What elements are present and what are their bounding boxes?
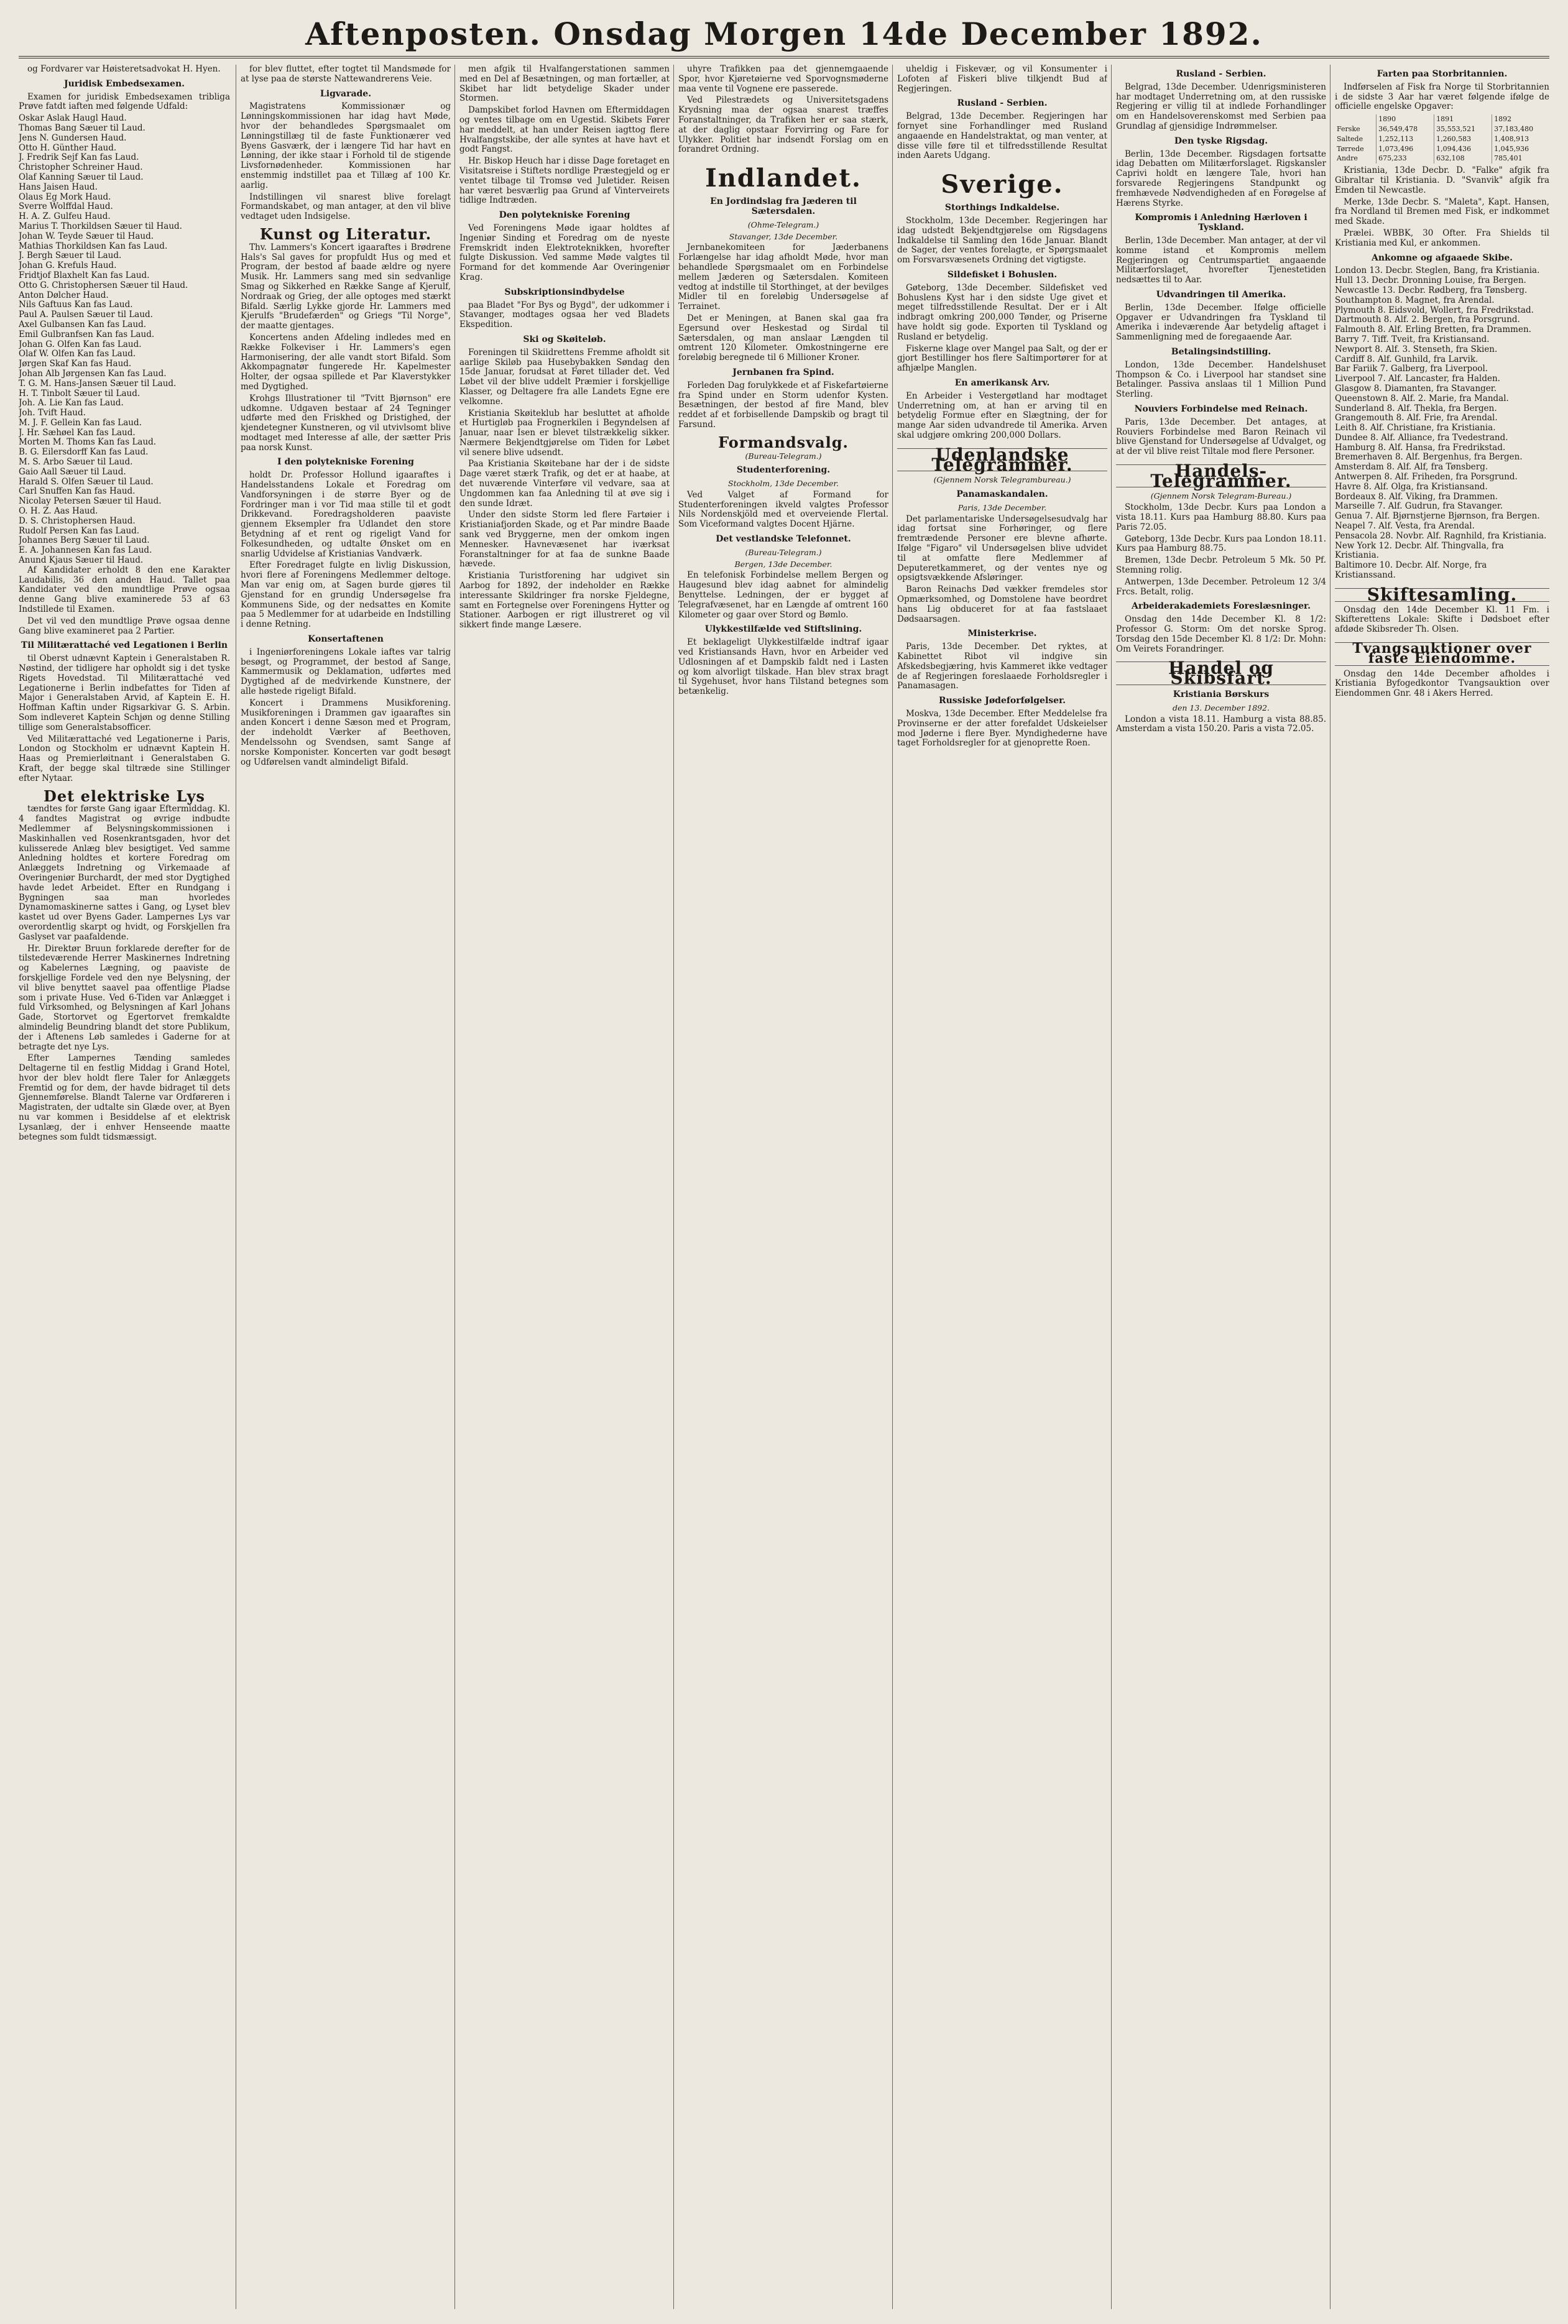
- table-cell: Saltede: [1337, 134, 1363, 143]
- list-item: H. T. Tinbolt Sæuer til Laud.: [19, 388, 141, 399]
- section-heading: Ligvarade.: [320, 88, 372, 99]
- list-item: O. H. Z. Aas Haud.: [19, 506, 98, 517]
- article-text: og Fordvarer var Høisteretsadvokat H. Hyen.: [27, 65, 221, 74]
- article-text: i Ingeniørforeningens Lokale iaftes var talrig besøgt, og Programmet, der bestod af Sange, Kammermusik og Deklamation, udførtes med Dygtighed af de medvirkende Kunstnere, der alle høstede rigeligt Bifald.: [241, 647, 451, 697]
- list-item: Dartmouth 8. Alf. 2. Bergen, fra Porsgrund.: [1335, 315, 1520, 325]
- list-item: J. Fredrik Sejf Kan fas Laud.: [19, 152, 139, 163]
- dateline: Stockholm, 13de December.: [728, 479, 839, 489]
- table-cell: 1,045,936: [1492, 144, 1549, 154]
- list-item: Axel Gulbansen Kan fas Laud.: [19, 319, 147, 330]
- article-text: Magistratens Kommissionær og Lønningskommissionen har idag havt Møde, hvor der behandledes Spørgsmaalet om Lønningstillæg til de faste Funktionærer ved Byens Gasværk, der i længere Tid har havt en Lønning, der ikke staar i Forhold til de stigende Livsfornødenheder. Kommissionen har enstemmig indstillet paa et Tillæg af 100 Kr. aarlig.: [241, 101, 451, 190]
- fish-import-table: [1335, 114, 1549, 164]
- article-text: Belgrad, 13de December. Regjeringen har fornyet sine Forhandlinger med Rusland angaaende en Handelstraktat, og man venter, at disse ville føre til et tilfredsstillende Resultat inden Aarets Udgang.: [897, 111, 1107, 161]
- article-text: Onsdag den 14de December afholdes i Kristiania Byfogedkontor Tvangsauktion over Eiendommen Gnr. 48 i Akers Herred.: [1335, 668, 1549, 699]
- list-item: New York 12. Decbr. Alf. Thingvalla, fra Kristiania.: [1335, 540, 1504, 561]
- article-text: Belgrad, 13de December. Udenrigsministeren har modtaget Underretning om, at den russiske Regjering er villig til at indlede Forhandlinger om en Handelsoverenskomst med Serbien paa Grundlag af gjensidige Indrømmelser.: [1116, 81, 1326, 131]
- section-heading: Betalingsindstilling.: [1171, 346, 1271, 357]
- table-cell: 1,073,496: [1377, 144, 1434, 154]
- list-item: Johannes Berg Sæuer til Laud.: [19, 535, 150, 546]
- article-text: Thv. Lammers's Koncert igaaraftes i Brødrene Hals's Sal gaves for propfuldt Hus og med et Program, der bestod af baade ældre og nyere Musik. Hr. Lammers sang med sin sedvanlige Smag og Sikkerhed en Række Sange af Kjerulf, Nordraak og Grieg, der alle optoges med stærkt Bifald. Særlig Lykke gjorde Hr. Lammers med Kjerulfs "Brudefærden" og Griegs "Til Norge", der maatte gjentages.: [241, 242, 451, 331]
- column-4: [678, 65, 888, 2309]
- article-text: Hr. Biskop Heuch har i disse Dage foretaget en Visitatsreise i Stiftets nordlige Præstegjeld og er ventet tilbage til Tromsø ved Juletider. Reisen har været besværlig paa Grund af Vinterveirets tidlige Indtræden.: [459, 156, 670, 206]
- section-heading: Konsertaftenen: [308, 634, 384, 645]
- list-item: Hull 13. Decbr. Dronning Louise, fra Bergen.: [1335, 275, 1526, 286]
- article-text: En Arbeider i Vestergøtland har modtaget Underretning om, at han er arving til en betydelig Formue efter en Slægtning, der for mange Aar siden udvandrede til Amerika. Arven skal udgjøre omkring 200,000 Dollars.: [897, 390, 1107, 440]
- list-item: Bar Fariik 7. Galberg, fra Liverpool.: [1335, 364, 1488, 374]
- list-item: Falmouth 8. Alf. Erling Bretten, fra Drammen.: [1335, 325, 1531, 335]
- column-5: [897, 65, 1107, 2309]
- section-heading: Ministerkrise.: [967, 629, 1037, 639]
- table-cell: 1,408,913: [1492, 134, 1549, 144]
- subtitle: (Bureau-Telegram.): [745, 547, 822, 557]
- section-heading: Den tyske Rigsdag.: [1174, 136, 1268, 146]
- section-heading: Juridisk Embedsexamen.: [63, 78, 185, 89]
- article-text: En telefonisk Forbindelse mellem Bergen og Haugesund blev idag aabnet for almindelig Benyttelse. Ledningen, der er bygget af Telegrafvæsenet, har en Længde af omtrent 160 Kilometer og gaar over Stord og Bømlo.: [678, 570, 888, 620]
- section-heading: Handel og Skibsfart.: [1116, 662, 1326, 685]
- article-text: Et beklageligt Ulykkestilfælde indtraf igaar ved Kristiansands Havn, hvor en Arbeider ved Udlosningen af et Dampskib faldt ned i Lasten og kom alvorligt tilskade. Han blev strax bragt til Sygehuset, hvor hans Tilstand betegnes som betænkelig.: [678, 637, 888, 697]
- section-heading: Tvangsauktioner over faste Eiendomme.: [1335, 642, 1549, 666]
- article-text: Antwerpen, 13de December. Petroleum 12 3/4 Frcs. Betalt, rolig.: [1116, 576, 1326, 597]
- table-header-row: [1335, 114, 1549, 124]
- dateline: Bergen, 13de December.: [734, 559, 832, 569]
- section-heading: En Jordindslag fra Jæderen til Sætersdalen.: [710, 196, 857, 216]
- list-item: Hamburg 8. Alf. Hansa, fra Fredrikstad.: [1335, 442, 1506, 453]
- list-item: Fridtjof Blaxhelt Kan fas Laud.: [19, 270, 150, 280]
- list-item: Sunderland 8. Alf. Thekla, fra Bergen.: [1335, 403, 1497, 413]
- table-row: [1335, 154, 1549, 164]
- column-3: [459, 65, 670, 2309]
- list-item: Thomas Bang Sæuer til Laud.: [19, 122, 145, 133]
- list-item: Olaf W. Olfen Kan fas Laud.: [19, 349, 136, 359]
- article-text: Indførselen af Fisk fra Norge til Storbritannien i de sidste 3 Aar har været følgende ifølge de officielle engelske Opgaver:: [1335, 81, 1549, 112]
- article-text: til Oberst udnævnt Kaptein i Generalstaben R. Nøstind, der tidligere har opholdt sig i det tyske Rigets Hovedstad. Til Militærattaché ved Legationerne i Berlin indbefattes for Tiden af Major i Generalstaben Arvid, af Kaptein E. H. Hoffman Kaftin under Rigsarkivar G. S. Arbin. Som indleveret Kaptein Schjøn og denne Stilling tillige som Generalstabsofficer.: [19, 653, 230, 732]
- section-heading: Rusland - Serbien.: [957, 98, 1048, 109]
- article-text: Krohgs Illustrationer til "Tvitt Bjørnson" ere udkomne. Udgaven bestaar af 24 Tegninger udførte med den Friskhed og Dristighed, der kjendetegner Kunstneren, og vil utvivlsomt blive modtaget med Interesse af alle, der sætter Pris paa norsk Kunst.: [241, 393, 451, 453]
- article-text: Efter Foredraget fulgte en livlig Diskussion, hvori flere af Foreningens Medlemmer deltoge. Man var enig om, at Sagen burde gjøres til Gjenstand for en grundig Undersøgelse fra Kommunens Side, og der nedsattes en Komite paa 5 Medlemmer for at udarbeide en Indstilling i denne Retning.: [241, 560, 451, 630]
- list-item: Otto G. Christophersen Sæuer til Haud.: [19, 280, 188, 290]
- section-heading: En amerikansk Arv.: [954, 377, 1050, 388]
- article-text: Indstillingen vil snarest blive forelagt Formandskabet, og man antager, at den vil blive vedtaget uden Indsigelse.: [241, 191, 451, 222]
- article-text: Prælei. WBBK, 30 Ofter. Fra Shields til Kristiania med Kul, er ankommen.: [1335, 228, 1549, 248]
- list-item: Rudolf Persen Kan fas Laud.: [19, 525, 140, 536]
- dateline: Stavanger, 13de December.: [729, 231, 838, 241]
- section-heading: Det elektriske Lys: [44, 786, 205, 805]
- list-item: J. Bergh Sæuer til Laud.: [19, 251, 122, 261]
- column-rule: [673, 65, 674, 2309]
- article-text: Gøteborg, 13de Decbr. Kurs paa London 18.11. Kurs paa Hamburg 88.75.: [1116, 533, 1326, 554]
- column-1: [19, 65, 230, 2309]
- article-text: Det vil ved den mundtlige Prøve ogsaa denne Gang blive examineret paa 2 Partier.: [19, 616, 230, 636]
- list-item: Baltimore 10. Decbr. Alf. Norge, fra Kristianssand.: [1335, 560, 1487, 581]
- section-heading: Jernbanen fra Spind.: [732, 367, 834, 377]
- list-item: E. A. Johannesen Kan fas Laud.: [19, 545, 152, 556]
- list-item: Plymouth 8. Eidsvold, Wollert, fra Fredrikstad.: [1335, 305, 1534, 315]
- section-heading: Den polytekniske Forening: [499, 210, 630, 221]
- list-item: Havre 8. Alf. Olga, fra Kristiansand.: [1335, 481, 1488, 492]
- list-item: Dundee 8. Alf. Alliance, fra Tvedestrand.: [1335, 432, 1508, 443]
- article-text: Kristiania Skøiteklub har besluttet at afholde et Hurtigløb paa Frognerkilen i Begyndelsen af Januar, naar Isen er blevet tilstrækkelig sikker. Nærmere Bekjendtgjørelse om Tiden for Løbet vil senere blive udsendt.: [459, 408, 670, 458]
- table-cell: 632,108: [1434, 154, 1492, 164]
- article-text: Stockholm, 13de Decbr. Kurs paa London a vista 18.11. Kurs paa Hamburg 88.80. Kurs paa Paris 72.05.: [1116, 502, 1326, 532]
- list-item: Emil Gulbranfsen Kan fas Laud.: [19, 329, 155, 339]
- table-cell: 675,233: [1377, 154, 1434, 164]
- masthead-title: Aftenposten. Onsdag Morgen 14de December 1892.: [305, 16, 1263, 52]
- column-6: [1116, 65, 1326, 2309]
- article-text: Dampskibet forlod Havnen om Eftermiddagen og ventes tilbage om en Ugestid. Skibets Fører har meddelt, at han under Reisen iagttog flere Hvalfangstskibe, der alle syntes at have havt et godt Fangst.: [459, 105, 670, 155]
- table-cell: Ferske: [1337, 124, 1360, 133]
- list-item: Nicolay Petersen Sæuer til Haud.: [19, 496, 162, 507]
- section-heading: Det vestlandske Telefonnet.: [716, 534, 851, 545]
- list-item: Gaio Aall Sæuer til Laud.: [19, 466, 126, 477]
- article-text: for blev fluttet, efter togtet til Mandsmøde for at lyse paa de største Nattewandrerens Veie.: [241, 65, 451, 84]
- article-text: London, 13de December. Handelshuset Thompson & Co. i Liverpool har standset sine Betalinger. Passiva anslaas til 1 Million Pund Sterling.: [1116, 359, 1326, 400]
- article-text: Jernbanekomiteen for Jæderbanens Forlængelse har idag afholdt Møde, hvor man behandlede Spørgsmaalet om en Forbindelse mellem Jæderen og Sætersdalen. Komiteen vedtog at indstille til Storthinget, at der bevilges Midler til en foreløbig Undersøgelse af Terrainet.: [678, 242, 888, 312]
- table-header-cell: 1890: [1377, 114, 1434, 124]
- list-item: Newcastle 13. Decbr. Rødberg, fra Tønsberg.: [1335, 285, 1528, 295]
- article-text: uheldig i Fiskevær, og vil Konsumenter i Lofoten af Fiskeri blive tilkjendt Bud af Regjeringen.: [897, 65, 1107, 94]
- table-cell: 1,094,436: [1434, 144, 1492, 154]
- article-text: Forleden Dag forulykkede et af Fiskefartøierne fra Spind under en Storm udenfor Kysten. Besætningen, der bestod af fire Mand, blev reddet af et forbisellende Dampskib og bragt til Farsund.: [678, 380, 888, 430]
- article-text: Kristiania, 13de Decbr. D. "Falke" afgik fra Gibraltar til Kristiania. D. "Svanvik" afgik fra Emden til Newcastle.: [1335, 165, 1549, 195]
- list-item: Mathias Thorkildsen Kan fas Laud.: [19, 241, 168, 251]
- section-heading: Sildefisket i Bohuslen.: [947, 269, 1058, 280]
- list-item: Bremerhaven 8. Alf. Bergenhus, fra Bergen.: [1335, 452, 1523, 463]
- table-header-cell: 1891: [1434, 114, 1492, 124]
- column-rule: [1111, 65, 1112, 2309]
- subtitle: (Gjennem Norsk Telegram-Bureau.): [1150, 491, 1292, 501]
- section-heading: Russiske Jødeforfølgelser.: [938, 696, 1066, 706]
- section-heading: Indlandet.: [705, 164, 862, 193]
- article-text: men afgik til Hvalfangerstationen sammen med en Del af Besætningen, og man fortæller, at Skibet har lidt betydelige Skader under Stormen.: [459, 65, 670, 104]
- section-heading: Udvandringen til Amerika.: [1156, 289, 1286, 300]
- subtitle: (Ohme-Telegram.): [747, 219, 819, 229]
- article-text: Gøteborg, 13de December. Sildefisket ved Bohuslens Kyst har i den sidste Uge givet et meget tilfredsstillende Resultat. Der er i Alt indbragt omkring 200,000 Tønder, og Priserne have holdt sig gode. Exporten til Tyskland og Rusland er betydelig.: [897, 282, 1107, 342]
- list-item: M. J. F. Gellein Kan fas Laud.: [19, 417, 142, 428]
- list-item: Newport 8. Alf. 3. Stenseth, fra Skien.: [1335, 344, 1498, 354]
- subtitle: den 13. December 1892.: [1172, 703, 1270, 712]
- list-item: Cardiff 8. Alf. Gunhild, fra Larvik.: [1335, 354, 1478, 364]
- article-text: Berlin, 13de December. Rigsdagen fortsatte idag Debatten om Militærforslaget. Rigskansler Caprivi holdt en længere Tale, hvori han forsvarede Regjeringens Standpunkt og fremhævede Nødvendigheden af en Forøgelse af Hærens Styrke.: [1116, 149, 1326, 208]
- section-heading: Storthings Indkaldelse.: [944, 203, 1060, 213]
- list-item: H. A. Z. Gulfeu Haud.: [19, 211, 111, 222]
- list-item: Johan G. Olfen Kan fas Laud.: [19, 339, 142, 349]
- section-heading: Nouviers Forbindelse med Reinach.: [1134, 403, 1308, 414]
- list-item: Marius T. Thorkildsen Sæuer til Haud.: [19, 221, 182, 231]
- list-item: Olaus Eg Mork Haud.: [19, 191, 111, 202]
- table-cell: Andre: [1337, 154, 1358, 163]
- column-7: [1335, 65, 1549, 2309]
- section-heading: Skiftesamling.: [1335, 588, 1549, 602]
- list-item: Olaf Kanning Sæuer til Laud.: [19, 172, 144, 182]
- list-item: Harald S. Olfen Sæuer til Laud.: [19, 476, 154, 487]
- list-item: Joh. Tvift Haud.: [19, 408, 86, 418]
- table-row: [1335, 124, 1549, 134]
- section-heading: Sverige.: [941, 170, 1064, 200]
- table-cell: 35,553,521: [1434, 124, 1492, 134]
- article-text: Moskva, 13de December. Efter Meddelelse fra Provinserne er der atter forefaldet Udskeielser mod Jøderne i flere Byer. Myndighederne have taget Forholdsregler for at gjenoprette Roen.: [897, 709, 1107, 749]
- list-item: Hans Jaisen Haud.: [19, 182, 98, 192]
- list-item: T. G. M. Hans-Jansen Sæuer til Laud.: [19, 378, 177, 389]
- subtitle: (Gjennem Norsk Telegrambureau.): [933, 475, 1071, 485]
- section-heading: Subskriptionsindbydelse: [504, 287, 625, 297]
- section-heading: Ski og Skøiteløb.: [523, 334, 606, 344]
- list-item: Johan G. Krefuls Haud.: [19, 261, 117, 271]
- list-item: Sverre Wolffdal Haud.: [19, 201, 113, 212]
- dateline: Paris, 13de December.: [957, 502, 1047, 512]
- list-item: Anton Dølcher Haud.: [19, 290, 109, 300]
- article-text: Baron Reinachs Død vækker fremdeles stor Opmærksomhed, og Domstolene have beordret hans Lig obduceret for at faa fastslaaet Dødsaarsagen.: [897, 584, 1107, 624]
- table-cell: 785,401: [1492, 154, 1549, 164]
- list-item: Amsterdam 8. Alf. Alf, fra Tønsberg.: [1335, 462, 1488, 473]
- article-text: Det er Meningen, at Banen skal gaa fra Egersund over Heskestad og Sirdal til Sætersdalen, og man anslaar Længden til omtrent 120 Kilometer. Omkostningerne ere foreløbig beregnede til 6 Millioner Kroner.: [678, 313, 888, 363]
- article-text: Koncert i Drammens Musikforening. Musikforeningen i Drammen gav igaaraftes sin anden Koncert i denne Sæson med et Program, der indeholdt Værker af Beethoven, Mendelssohn og Svendsen, samt Sange af norske Komponister. Koncerten var godt besøgt og Udførelsen vandt almindeligt Bifald.: [241, 698, 451, 767]
- article-text: Paa Kristiania Skøitebane har der i de sidste Dage været stærk Trafik, og det er at haabe, at det nuværende Vinterføre vil vedvare, saa at Ungdommen kan faa Anledning til at øve sig i den sunde Idræt.: [459, 459, 670, 509]
- table-cell: Tørrede: [1337, 144, 1364, 153]
- list-item: M. S. Arbo Sæuer til Laud.: [19, 457, 133, 468]
- list-item: Johan Alb Jørgensen Kan fas Laud.: [19, 368, 167, 379]
- column-rule: [892, 65, 893, 2309]
- article-text: Under den sidste Storm led flere Fartøier i Kristianiafjorden Skade, og et Par mindre Baade sank ved Bryggerne, men der omkom ingen Mennesker. Havnevæsenet har iværksat Foranstaltninger for at faa de sunkne Baade hævede.: [459, 510, 670, 569]
- list-item: Otto H. Günther Haud.: [19, 142, 117, 153]
- table-header-cell: 1892: [1492, 114, 1549, 124]
- article-text: Ved Pilestrædets og Universitetsgadens Krydsning maa der ogsaa snarest træffes Foranstaltninger, da Trafiken her er saa stærk, at der daglig opstaar Forvirring og Fare for Ulykker. Politiet har indsendt Forslag om en forandret Ordning.: [678, 95, 888, 155]
- section-heading: Kunst og Literatur.: [259, 224, 432, 243]
- article-text: Berlin, 13de December. Man antager, at der vil komme istand et Kompromis mellem Regjeringen og Centrumspartiet angaaende Militærforslaget, hvorefter Tjenestetiden nedsættes til to Aar.: [1116, 235, 1326, 285]
- section-heading: Studenterforening.: [736, 465, 831, 476]
- column-rule: [454, 65, 455, 2309]
- section-heading: Udenlandske Telegrammer.: [897, 448, 1107, 472]
- article-text: Fiskerne klage over Mangel paa Salt, og der er gjort Bestillinger hos flere Saltimportører for at afhjælpe Manglen.: [897, 343, 1107, 374]
- section-heading: Handels-Telegrammer.: [1116, 464, 1326, 488]
- list-item: Joh. A. Lie Kan fas Laud.: [19, 398, 124, 408]
- section-heading: Ankomne og afgaaede Skibe.: [1371, 252, 1513, 263]
- subtitle: (Bureau-Telegram.): [745, 451, 822, 461]
- table-cell: 1,260,583: [1434, 134, 1492, 144]
- list-item: Glasgow 8. Diamanten, fra Stavanger.: [1335, 383, 1497, 394]
- article-text: Koncertens anden Afdeling indledes med en Række Folkeviser i Hr. Lammers's egen Harmonisering, der alle vandt stort Bifald. Som Akkompagnatør fungerede Hr. Kapelmester Holter, der ogsaa spillede et Par Klaverstykker med Dygtighed.: [241, 332, 451, 392]
- article-text: Stockholm, 13de December. Regjeringen har idag udstedt Bekjendtgjørelse om Rigsdagens Indkaldelse til Samling den 16de Januar. Blandt de Sager, der ventes forelagte, er Spørgsmaalet om Forsvarsvæsenets Ordning det vigtigste.: [897, 215, 1107, 265]
- list-item: Barry 7. Tiff. Tveit, fra Kristiansand.: [1335, 334, 1490, 344]
- section-heading: Kristiania Børskurs: [1173, 689, 1270, 700]
- list-item: Oskar Aslak Haugl Haud.: [19, 113, 127, 124]
- article-text: tændtes for første Gang igaar Eftermiddag. Kl. 4 fandtes Magistrat og øvrige indbudte Medlemmer af Belysningskommissionen i Maskinhallen ved Rosenkrantsgaden, hvor det kulisserede Anlæg blev besigtiget. Ved samme Anledning holdtes et kortere Foredrag om Anlæggets Indretning og Virkemaade af Overingeniør Burchardt, der med stor Dygtighed havde ledet Arbeidet. Efter en Rundgang i Bygningen saa man hvorledes Dynamomaskinerne sattes i Gang, og Lyset blev kastet ud over Byens Gader. Lampernes Lys var overordentlig skarpt og hvidt, og Forskjellen fra Gaslyset var paafaldende.: [19, 804, 230, 942]
- list-item: Anund Kjaus Sæuer til Haud.: [19, 555, 144, 566]
- list-item: London 13. Decbr. Steglen, Bang, fra Kristiania.: [1335, 265, 1540, 276]
- article-text: holdt Dr. Professor Hollund igaaraftes i Handelsstandens Lokale et Foredrag om Vandforsyningen i de større Byer og de Fordringer man i vor Tid maa stille til et godt Drikkevand. Foredragsholderen paaviste gjennem Eksempler fra Udlandet den store Betydning af et rent og rigeligt Vand for Folkesundheden, og udtalte Ønsket om en snarlig Udvidelse af Kristianias Vandværk.: [241, 470, 451, 559]
- list-item: Grangemouth 8. Alf. Frie, fra Arendal.: [1335, 413, 1498, 423]
- list-item: Pensacola 28. Novbr. Alf. Ragnhild, fra Kristiania.: [1335, 530, 1547, 541]
- article-text: Kristiania Turistforening har udgivet sin Aarbog for 1892, der indeholder en Række interessante Skildringer fra norske Fjeldegne, samt en Fortegnelse over Foreningens Hytter og Stationer. Aarbogen er rigt illustreret og vil sikkert finde mange Læsere.: [459, 571, 670, 630]
- article-text: Onsdag den 14de December Kl. 8 1/2: Professor G. Storm: Om det norske Sprog. Torsdag den 15de December Kl. 8 1/2: Dr. Mohn: Om Veirets Forandringer.: [1116, 614, 1326, 654]
- article-text: Det parlamentariske Undersøgelsesudvalg har idag fortsat sine Forhøringer, og flere fremtrædende Personer ere blevne afhørte. Ifølge "Figaro" vil Undersøgelsen blive udvidet til at omfatte flere Medlemmer af Deputeretkammeret, og der ventes nye og opsigtsvækkende Afsløringer.: [897, 514, 1107, 583]
- list-item: D. S. Christophersen Haud.: [19, 515, 136, 526]
- list-item: Genua 7. Alf. Bjørnstjerne Bjørnson, fra Bergen.: [1335, 511, 1540, 522]
- columns: [19, 65, 1549, 2309]
- list-item: Queenstown 8. Alf. 2. Marie, fra Mandal.: [1335, 393, 1509, 403]
- list-item: Christopher Schreiner Haud.: [19, 162, 143, 173]
- list-item: Morten M. Thoms Kan fas Laud.: [19, 437, 157, 448]
- article-text: Paris, 13de December. Det antages, at Rouviers Forbindelse med Baron Reinach vil blive Gjenstand for Undersøgelse af Udvalget, og at der vil blive reist Tiltale mod flere Personer.: [1116, 417, 1326, 457]
- name-list: [19, 114, 230, 566]
- list-item: J. Hr. Sæhøel Kan fas Laud.: [19, 427, 136, 438]
- list-item: Antwerpen 8. Alf. Friheden, fra Porsgrund.: [1335, 472, 1518, 482]
- list-item: Jens N. Gundersen Haud.: [19, 132, 127, 143]
- article-text: Bremen, 13de Decbr. Petroleum 5 Mk. 50 Pf. Stemning rolig.: [1116, 555, 1326, 576]
- list-item: Bordeaux 8. Alf. Viking, fra Drammen.: [1335, 491, 1498, 502]
- section-heading: Til Militærattaché ved Legationen i Berlin: [21, 640, 228, 651]
- list-item: Jørgen Skaf Kan fas Haud.: [19, 359, 132, 369]
- section-heading: I den polytekniske Forening: [277, 457, 414, 468]
- article-text: Foreningen til Skiidrettens Fremme afholdt sit aarlige Skiløb paa Husebybakken Søndag den 15de Januar, forudsat at Føret tillader det. Ved Løbet vil der blive uddelt Præmier i forskjellige Klasser, og Deltagere fra alle Landets Egne ere velkomne.: [459, 347, 670, 407]
- article-text: paa Bladet "For Bys og Bygd", der udkommer i Stavanger, modtages ogsaa her ved Bladets Ekspedition.: [459, 300, 670, 330]
- article-text: Af Kandidater erholdt 8 den ene Karakter Laudabilis, 36 den anden Haud. Tallet paa Kandidater ved den mundtlige Prøve ogsaa denne Gang blive examinerede 53 af 63 Indstillede til Examen.: [19, 565, 230, 615]
- list-item: Marseille 7. Alf. Gudrun, fra Stavanger.: [1335, 501, 1503, 512]
- list-item: Neapel 7. Alf. Vesta, fra Arendal.: [1335, 521, 1475, 532]
- table-header-cell: [1335, 114, 1377, 124]
- list-item: B. G. Eilersdorff Kan fas Laud.: [19, 447, 149, 458]
- list-item: Paul A. Paulsen Sæuer til Laud.: [19, 310, 153, 320]
- article-text: Efter Lampernes Tænding samledes Deltagerne til en festlig Middag i Grand Hotel, hvor der blev holdt flere Taler for Anlæggets Fremtid og for dem, der havde bidraget til dets Gjennemførelse. Blandt Talerne var Ordføreren i Magistraten, der udtalte sin Glæde over, at Byen nu var kommen i Besiddelse af et elektrisk Lysanlæg, der i enhver Henseende maatte betegnes som fuldt tidsmæssigt.: [19, 1053, 230, 1142]
- list-item: Southampton 8. Magnet, fra Arendal.: [1335, 295, 1495, 305]
- article-text: Ved Valget af Formand for Studenterforeningen ikveld valgtes Professor Nils Nordenskjöld med et overveiende Flertal. Som Viceformand valgtes Docent Hjärne.: [678, 489, 888, 530]
- article-text: Merke, 13de Decbr. S. "Maleta", Kapt. Hansen, fra Nordland til Bremen med Fisk, er indkommet med Skade.: [1335, 196, 1549, 227]
- article-text: Berlin, 13de December. Ifølge officielle Opgaver er Udvandringen fra Tyskland til Amerika i indeværende Aar betydelig aftaget i Sammenligning med de foregaaende Aar.: [1116, 302, 1326, 343]
- table-row: [1335, 134, 1549, 144]
- list-item: Nils Gaftuus Kan fas Laud.: [19, 300, 133, 310]
- article-text: Examen for juridisk Embedsexamen tribliga Prøve fatdt iaften med følgende Udfald:: [19, 91, 230, 112]
- table-cell: 37,183,480: [1492, 124, 1549, 134]
- table-cell: 36,549,478: [1377, 124, 1434, 134]
- section-heading: Panamaskandalen.: [956, 489, 1048, 500]
- article-text: Paris, 13de December. Det ryktes, at Kabinettet Ribot vil indgive sin Afskedsbegjæring, hvis Kammeret ikke vedtager de af Regjeringen foreslaaede Forholdsregler i Panamasagen.: [897, 642, 1107, 691]
- section-heading: Kompromis i Anledning Hærloven i Tyskland.: [1135, 213, 1307, 233]
- section-heading: Ulykkestilfælde ved Stiftslining.: [704, 624, 862, 635]
- masthead: [19, 12, 1549, 58]
- ship-list: [1335, 266, 1549, 581]
- article-text: London a vista 18.11. Hamburg a vista 88.85. Amsterdam a vista 150.20. Paris a vista 72.05.: [1116, 714, 1326, 734]
- list-item: Leith 8. Alf. Christiane, fra Kristiania.: [1335, 423, 1496, 433]
- section-heading: Formandsvalg.: [718, 433, 849, 451]
- article-text: Ved Militærattaché ved Legationerne i Paris, London og Stockholm er udnævnt Kaptein H. Haas og Premierløitnant i Generalstaben G. Kraft, der begge skal tiltræde sine Stillinger efter Nytaar.: [19, 734, 230, 783]
- section-heading: Farten paa Storbritannien.: [1377, 69, 1508, 79]
- list-item: Liverpool 7. Alf. Lancaster, fra Halden.: [1335, 374, 1500, 384]
- list-item: Carl Snuffen Kan fas Haud.: [19, 486, 136, 497]
- article-text: Ved Foreningens Møde igaar holdtes af Ingeniør Sinding et Foredrag om de nyeste Fremskridt inden Elektroteknikken, hvorefter fulgte Diskussion. Ved samme Møde valgtes til Formand for det kommende Aar Overingeniør Krag.: [459, 223, 670, 282]
- column-2: [241, 65, 451, 2309]
- article-text: Hr. Direktør Bruun forklarede derefter for de tilstedeværende Herrer Maskinernes Indretning og Kabelernes Lægning, og paaviste de forskjellige Fordele ved den nye Belysning, der vil blive benyttet saavel paa offentlige Pladse som i private Huse. Ved 6-Tiden var Anlægget i fuld Virksomhed, og Belysningen af Karl Johans Gade, Stortorvet og Egertorvet fremkaldte almindelig Beundring blandt det store Publikum, der i Aftenens Løb samledes i Gaderne for at betragte det nye Lys.: [19, 943, 230, 1052]
- article-text: Onsdag den 14de December Kl. 11 Fm. i Skifterettens Lokale: Skifte i Dødsboet efter afdøde Skibsreder Th. Olsen.: [1335, 604, 1549, 635]
- section-heading: Rusland - Serbien.: [1176, 69, 1266, 79]
- section-heading: Arbeiderakademiets Foreslæsninger.: [1132, 601, 1311, 612]
- list-item: Johan W. Teyde Sæuer til Haud.: [19, 231, 154, 241]
- table-cell: 1,252,113: [1377, 134, 1434, 144]
- article-text: uhyre Trafikken paa det gjennemgaaende Spor, hvor Kjøretøierne ved Sporvognsmøderne maa vente til Vognene ere passerede.: [678, 65, 888, 94]
- table-row: [1335, 144, 1549, 154]
